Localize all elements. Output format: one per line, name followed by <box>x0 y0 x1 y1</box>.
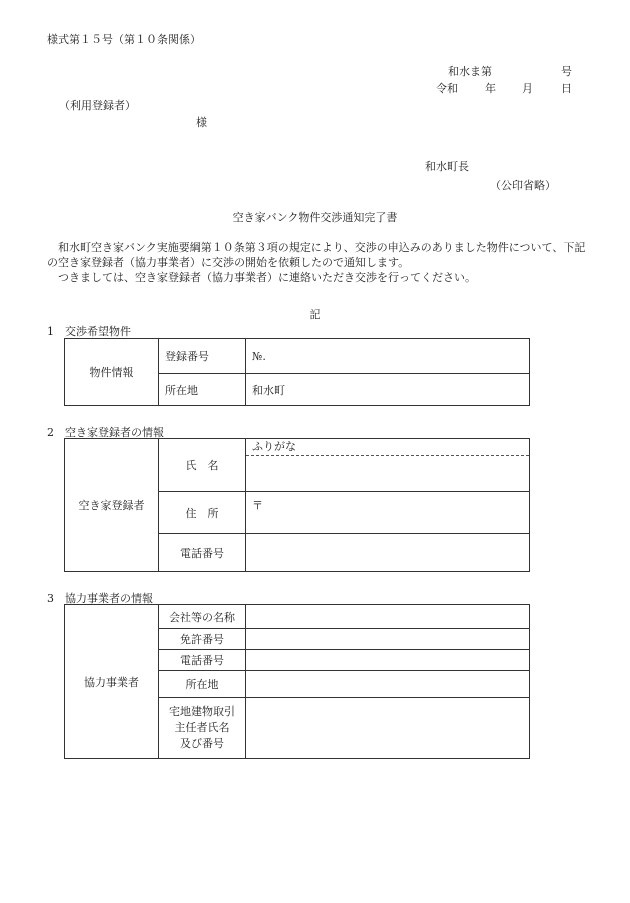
date-era: 令和 <box>436 82 458 95</box>
table-row <box>65 339 530 374</box>
name-label: 氏 名 <box>159 439 246 492</box>
group-label: 物件情報 <box>65 339 159 406</box>
broker-info-field[interactable] <box>246 698 530 759</box>
body-paragraph-1: 和水町空き家バンク実施要綱第１０条第３項の規定により、交渉の申込みのありました物件について、下記の空き家登録者（協力事業者）に交渉の開始を依頼したので通知します。 <box>47 241 586 269</box>
table-row <box>65 439 530 492</box>
row-label: 登録番号 <box>159 339 246 374</box>
body-text <box>47 240 587 285</box>
owner-phone-field[interactable] <box>246 534 530 572</box>
section2-heading: 2 空き家登録者の情報 <box>47 426 164 439</box>
row-label: 所在地 <box>159 374 246 406</box>
table-row <box>65 605 530 629</box>
issuer-name: 和水町長 <box>425 160 469 173</box>
registration-number-field[interactable]: №. <box>246 339 530 374</box>
broker-label-line-2: 主任者氏名 <box>174 721 230 734</box>
owner-info-table <box>64 438 530 572</box>
document-number-suffix: 号 <box>561 65 572 78</box>
section3-heading: 3 協力事業者の情報 <box>47 592 153 605</box>
broker-label-line-3: 及び番号 <box>180 737 224 750</box>
form-number-label: 様式第１５号（第１０条関係） <box>47 33 201 46</box>
section1-heading: 1 交渉希望物件 <box>47 325 131 338</box>
ki-heading: 記 <box>309 308 321 321</box>
partner-location-field[interactable] <box>246 671 530 698</box>
owner-address-field[interactable] <box>246 492 530 534</box>
postal-mark: 〒 <box>252 499 263 512</box>
document-number-prefix: 和水ま第 <box>448 65 492 78</box>
furigana-label: ふりがな <box>246 439 529 456</box>
group-label: 協力事業者 <box>65 605 159 759</box>
license-number-label: 免許番号 <box>159 629 246 650</box>
property-info-table <box>64 338 530 406</box>
date-day: 日 <box>561 82 572 95</box>
broker-info-label <box>159 698 246 759</box>
license-number-field[interactable] <box>246 629 530 650</box>
date-month: 月 <box>522 82 533 95</box>
location-label: 所在地 <box>159 671 246 698</box>
recipient-honorific: 様 <box>196 116 207 129</box>
broker-label-line-1: 宅地建物取引 <box>169 705 235 718</box>
partner-info-table <box>64 604 530 759</box>
phone-label: 電話番号 <box>159 534 246 572</box>
group-label: 空き家登録者 <box>65 439 159 572</box>
phone-label: 電話番号 <box>159 650 246 671</box>
owner-name-field[interactable] <box>246 439 530 492</box>
address-label: 住 所 <box>159 492 246 534</box>
recipient-label: （利用登録者） <box>59 99 136 112</box>
company-name-label: 会社等の名称 <box>159 605 246 629</box>
partner-phone-field[interactable] <box>246 650 530 671</box>
date-year: 年 <box>485 82 496 95</box>
company-name-field[interactable] <box>246 605 530 629</box>
property-location-field[interactable]: 和水町 <box>246 374 530 406</box>
seal-omitted-note: （公印省略） <box>490 179 556 192</box>
document-title: 空き家バンク物件交渉通知完了書 <box>232 211 398 224</box>
body-paragraph-2: つきましては、空き家登録者（協力事業者）に連絡いただき交渉を行ってください。 <box>58 271 476 284</box>
